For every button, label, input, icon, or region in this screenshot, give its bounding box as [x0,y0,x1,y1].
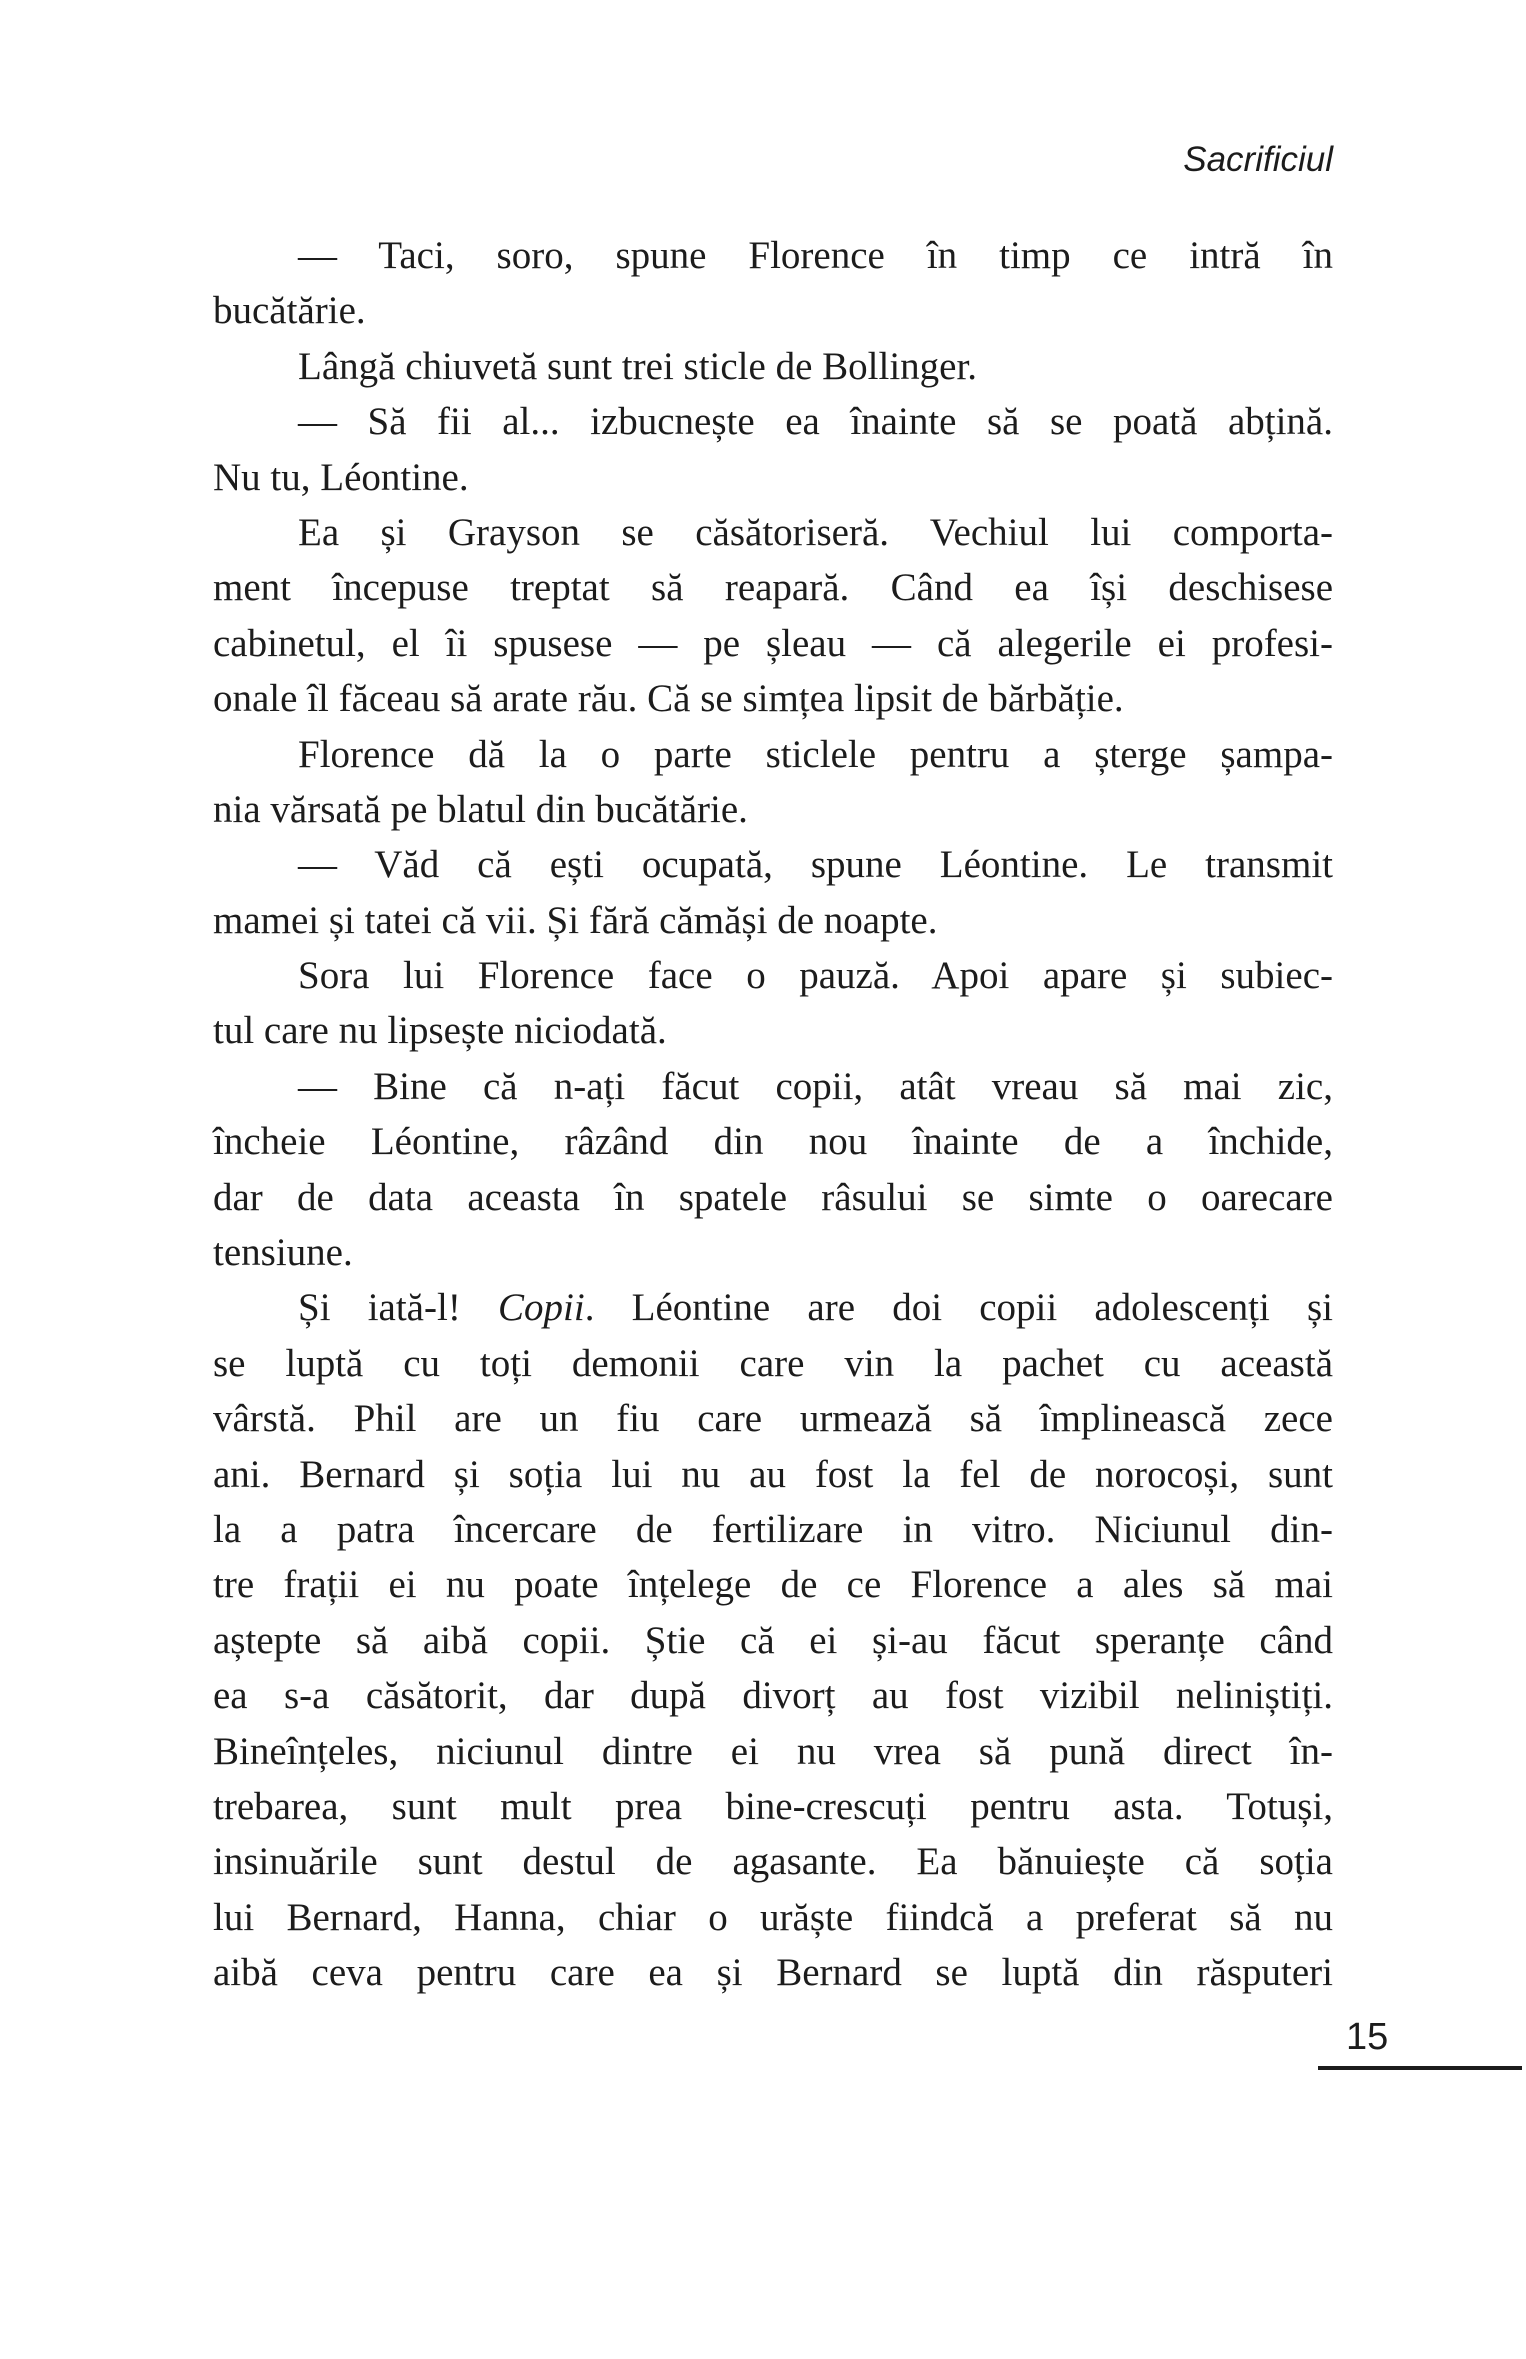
text-line [213,671,1333,726]
text-line [213,1945,1333,2000]
text-line [213,1890,1333,1945]
text-line [213,1114,1333,1169]
text-segment: la a patra încercare de fertilizare in vitro. Niciunul din- [213,1507,1333,1551]
text-segment: aibă ceva pentru care ea și Bernard se luptă din răsputeri [213,1951,1333,1995]
text-segment: Și iată-l! [298,1286,498,1330]
text-segment: onale îl făceau să arate rău. Că se simțea lipsit de bărbăție. [213,677,1124,721]
running-header-title: Sacrificiul [1183,140,1333,179]
text-segment: cabinetul, el îi spusese — pe șleau — că alegerile ei profesi- [213,621,1333,665]
text-segment: ea s-a căsătorit, dar după divorț au fost vizibil neliniștiți. [213,1674,1333,1718]
text-segment: — Să fii al... izbucnește ea înainte să se poată abțină. [298,400,1333,444]
text-line [213,1391,1333,1446]
text-segment: mamei și tatei că vii. Și fără cămăși de noapte. [213,898,938,942]
text-segment: Sora lui Florence face o pauză. Apoi apare și subiec- [298,954,1333,998]
text-line [213,948,1333,1003]
page-number: 15 [1346,2016,1389,2058]
text-line [213,1834,1333,1889]
text-line [213,616,1333,671]
text-segment: lui Bernard, Hanna, chiar o urăște fiindcă a preferat să nu [213,1895,1333,1939]
text-segment: ment începuse treptat să reapară. Când ea își deschisese [213,566,1333,610]
text-segment: — Taci, soro, spune Florence în timp ce intră în [298,234,1333,277]
text-segment: se luptă cu toți demonii care vin la pachet cu această [213,1341,1333,1385]
text-segment: Bineînțeles, niciunul dintre ei nu vrea să pună direct în- [213,1729,1333,1773]
text-segment: trebarea, sunt mult prea bine-crescuți pentru asta. Totuși, [213,1784,1333,1828]
text-segment: — Bine că n-ați făcut copii, atât vreau să mai zic, [298,1064,1333,1108]
text-segment: — Văd că ești ocupată, spune Léontine. Le transmit [298,843,1333,887]
text-segment: aștepte să aibă copii. Știe că ei și-au făcut speranțe când [213,1618,1333,1662]
text-segment: . Léontine are doi copii adolescenți și [584,1286,1333,1330]
text-line [213,1170,1333,1225]
text-line [213,1003,1333,1058]
text-line [213,1336,1333,1391]
text-line [213,505,1333,560]
text-segment: bucătărie. [213,289,366,333]
text-segment: tensiune. [213,1231,353,1275]
text-segment: Nu tu, Léontine. [213,455,469,499]
text-line [213,560,1333,615]
text-line [213,1502,1333,1557]
italic-text-segment: Copii [498,1286,585,1330]
text-segment: Lângă chiuvetă sunt trei sticle de Bollinger. [298,344,978,388]
text-line [213,1280,1333,1335]
text-line [213,1557,1333,1612]
text-line [213,339,1333,394]
text-line [213,1447,1333,1502]
text-line [213,450,1333,505]
text-line [213,1779,1333,1834]
text-line [213,1225,1333,1280]
text-segment: nia vărsată pe blatul din bucătărie. [213,787,748,831]
text-line [213,837,1333,892]
text-line [213,1059,1333,1114]
text-line [213,394,1333,449]
text-segment: Florence dă la o parte sticlele pentru a șterge șampa- [298,732,1333,776]
text-line [213,1613,1333,1668]
text-line [213,893,1333,948]
text-segment: tre frații ei nu poate înțelege de ce Florence a ales să mai [213,1563,1333,1607]
text-segment: ani. Bernard și soția lui nu au fost la fel de norocoși, sunt [213,1452,1333,1496]
text-segment: dar de data aceasta în spatele râsului se simte o oarecare [213,1175,1333,1219]
text-segment: tul care nu lipsește niciodată. [213,1009,667,1053]
text-line [213,1724,1333,1779]
text-line [213,727,1333,782]
text-segment: insinuările sunt destul de agasante. Ea bănuiește că soția [213,1840,1333,1884]
text-line [213,1668,1333,1723]
text-line [213,283,1333,338]
text-line [213,228,1333,283]
text-segment: Ea și Grayson se căsătoriseră. Vechiul lui comporta- [298,510,1333,554]
footer-rule [1318,2066,1522,2070]
text-segment: vârstă. Phil are un fiu care urmează să împlinească zece [213,1397,1333,1441]
body-text-block [213,228,1333,2001]
text-line [213,782,1333,837]
text-segment: încheie Léontine, râzând din nou înainte de a închide, [213,1120,1333,1164]
